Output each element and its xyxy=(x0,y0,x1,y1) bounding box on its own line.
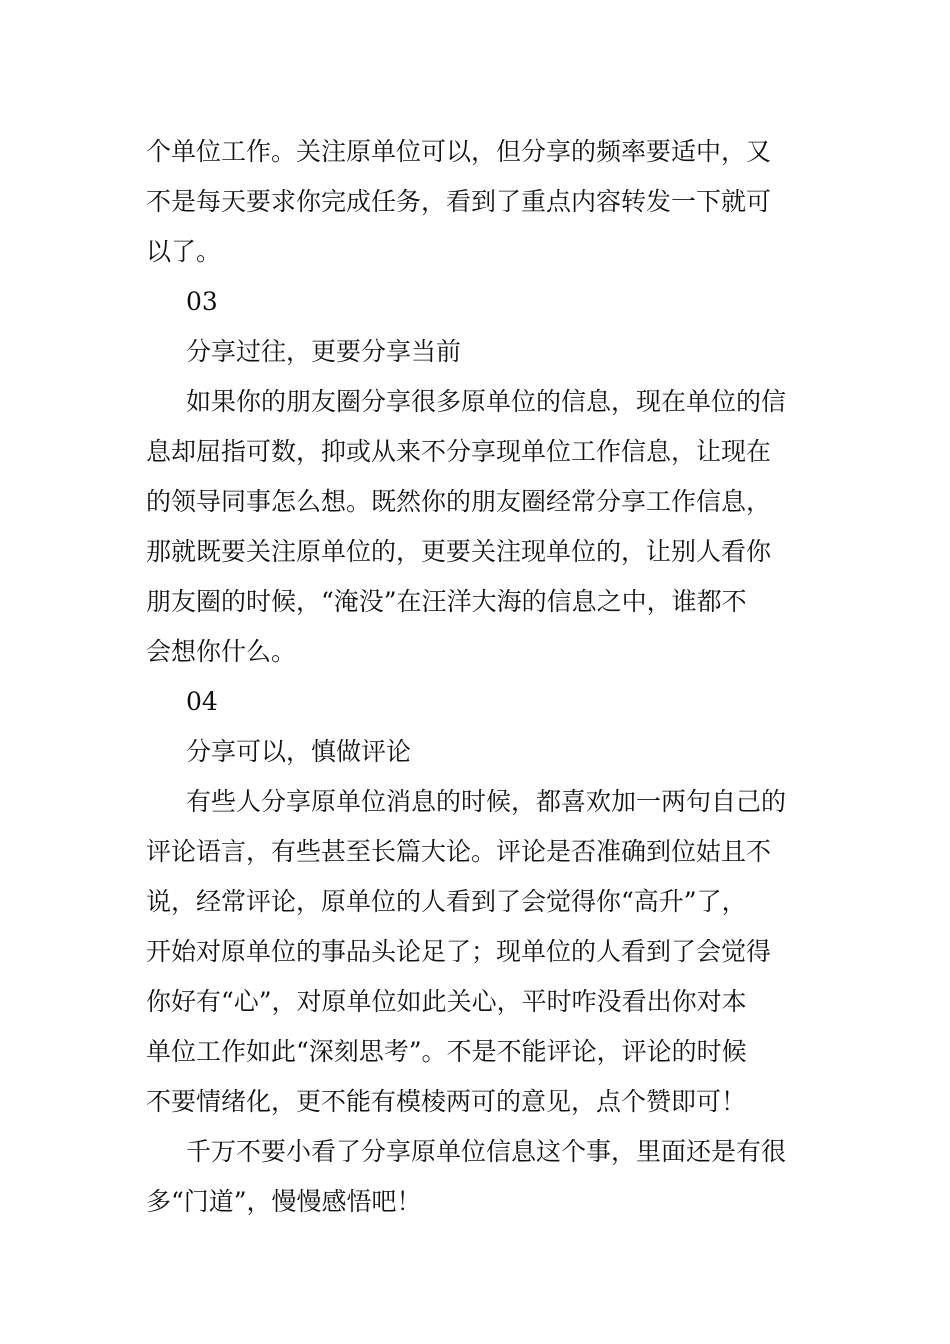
paragraph-line: 单位工作如此“深刻思考”。不是不能评论，评论的时候 xyxy=(146,1037,747,1066)
paragraph-line: 不是每天要求你完成任务，看到了重点内容转发一下就可 xyxy=(146,187,772,216)
paragraph-line: 会想你什么。 xyxy=(146,637,297,666)
paragraph-line: 朋友圈的时候，“淹没”在汪洋大海的信息之中，谁都不 xyxy=(146,587,747,616)
paragraph-continued xyxy=(146,127,808,277)
section-number-03: 03 xyxy=(186,287,218,316)
paragraph-section-04 xyxy=(146,777,808,1127)
paragraph-line: 如果你的朋友圈分享很多原单位的信息，现在单位的信 xyxy=(186,387,787,416)
paragraph-closing xyxy=(146,1127,808,1227)
section-number-04: 04 xyxy=(186,687,218,716)
paragraph-section-03 xyxy=(146,377,808,677)
paragraph-line: 千万不要小看了分享原单位信息这个事，里面还是有很 xyxy=(186,1137,787,1166)
paragraph-line: 息却屈指可数，抑或从来不分享现单位工作信息，让现在 xyxy=(146,437,772,466)
section-heading-04: 分享可以，慎做评论 xyxy=(186,737,412,766)
paragraph-line: 的领导同事怎么想。既然你的朋友圈经常分享工作信息， xyxy=(146,487,772,516)
paragraph-line: 说，经常评论，原单位的人看到了会觉得你“高升”了， xyxy=(146,887,747,916)
document-body xyxy=(146,127,808,1227)
paragraph-line: 有些人分享原单位消息的时候，都喜欢加一两句自己的 xyxy=(186,787,787,816)
paragraph-line: 开始对原单位的事品头论足了；现单位的人看到了会觉得 xyxy=(146,937,772,966)
paragraph-line: 不要情绪化，更不能有模棱两可的意见，点个赞即可！ xyxy=(146,1087,747,1116)
paragraph-line: 你好有“心”，对原单位如此关心，平时咋没看出你对本 xyxy=(146,987,747,1016)
paragraph-line: 那就既要关注原单位的，更要关注现单位的，让别人看你 xyxy=(146,537,772,566)
paragraph-line: 个单位工作。关注原单位可以，但分享的频率要适中，又 xyxy=(146,137,772,166)
paragraph-line: 评论语言，有些甚至长篇大论。评论是否准确到位姑且不 xyxy=(146,837,772,866)
paragraph-line: 多“门道”，慢慢感悟吧！ xyxy=(146,1187,422,1216)
paragraph-line: 以了。 xyxy=(146,237,222,266)
section-heading-03: 分享过往，更要分享当前 xyxy=(186,337,462,366)
